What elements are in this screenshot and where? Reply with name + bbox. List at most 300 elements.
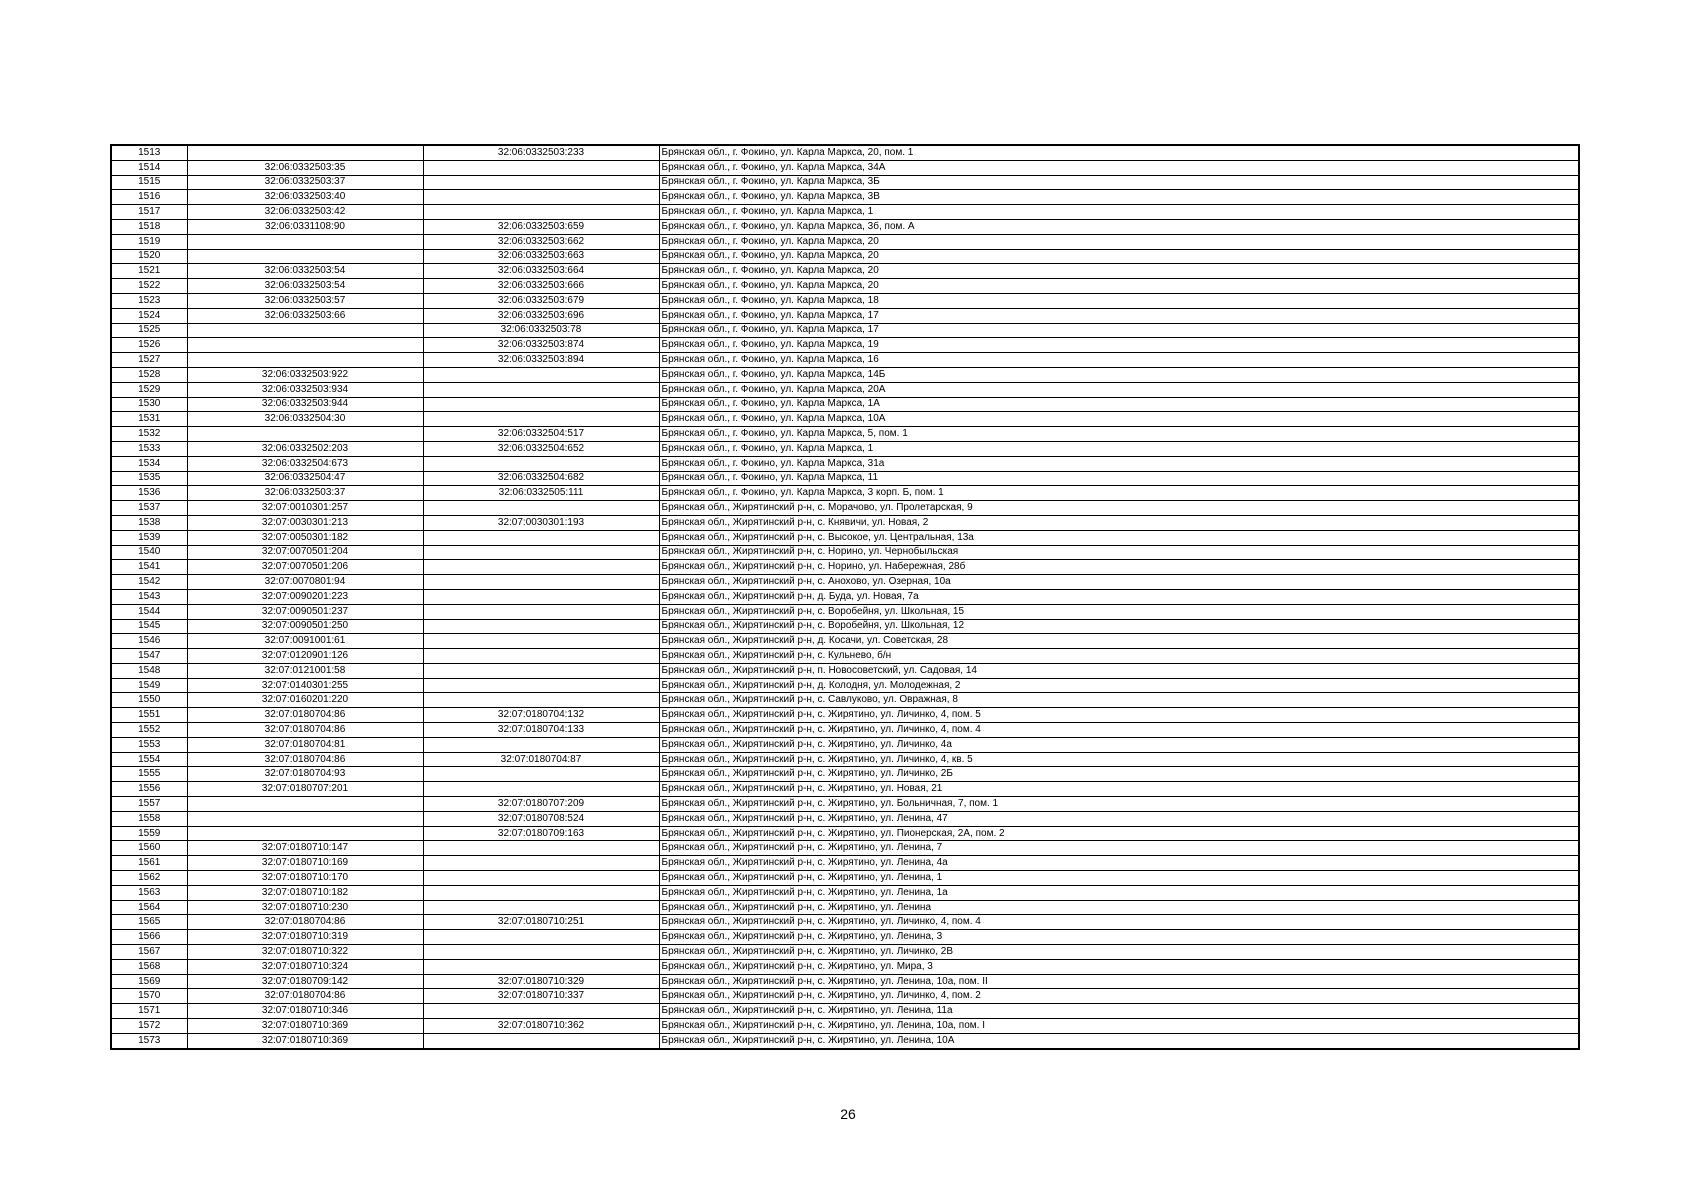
land-cadastral-number-cell: 32:07:0180710:147: [187, 841, 423, 856]
address-cell: Брянская обл., Жирятинский р-н, с. Жирятино, ул. Ленина, 1: [659, 871, 1579, 886]
land-cadastral-number-cell: 32:06:0332503:944: [187, 397, 423, 412]
object-cadastral-number-cell: 32:07:0180704:87: [423, 752, 659, 767]
object-cadastral-number-cell: 32:06:0332503:666: [423, 279, 659, 294]
table-row: [111, 575, 1579, 590]
address-cell: Брянская обл., Жирятинский р-н, с. Жирятино, ул. Ленина, 3: [659, 930, 1579, 945]
land-cadastral-number-cell: 32:06:0332503:35: [187, 160, 423, 175]
object-cadastral-number-cell: 32:06:0332503:662: [423, 234, 659, 249]
address-cell: Брянская обл., г. Фокино, ул. Карла Маркса, 20: [659, 234, 1579, 249]
row-number-cell: 1562: [111, 871, 187, 886]
address-cell: Брянская обл., Жирятинский р-н, с. Норино, ул. Набережная, 28б: [659, 560, 1579, 575]
address-cell: Брянская обл., г. Фокино, ул. Карла Маркса, 18: [659, 293, 1579, 308]
land-cadastral-number-cell: 32:06:0332503:42: [187, 205, 423, 220]
address-cell: Брянская обл., Жирятинский р-н, с. Кульнево, б/н: [659, 649, 1579, 664]
land-cadastral-number-cell: 32:07:0070501:206: [187, 560, 423, 575]
object-cadastral-number-cell: 32:07:0180707:209: [423, 797, 659, 812]
land-cadastral-number-cell: 32:07:0180710:369: [187, 1019, 423, 1034]
object-cadastral-number-cell: [423, 1033, 659, 1048]
land-cadastral-number-cell: 32:07:0010301:257: [187, 501, 423, 516]
row-number-cell: 1556: [111, 782, 187, 797]
row-number-cell: 1535: [111, 471, 187, 486]
land-cadastral-number-cell: 32:06:0332503:934: [187, 382, 423, 397]
land-cadastral-number-cell: 32:06:0332504:30: [187, 412, 423, 427]
table-row: [111, 797, 1579, 812]
object-cadastral-number-cell: [423, 160, 659, 175]
row-number-cell: 1557: [111, 797, 187, 812]
row-number-cell: 1552: [111, 723, 187, 738]
address-cell: Брянская обл., Жирятинский р-н, с. Жирятино, ул. Личинко, 2В: [659, 945, 1579, 960]
table-row: [111, 293, 1579, 308]
table-row: [111, 1019, 1579, 1034]
land-cadastral-number-cell: 32:07:0090501:250: [187, 619, 423, 634]
object-cadastral-number-cell: 32:07:0180710:337: [423, 989, 659, 1004]
object-cadastral-number-cell: [423, 693, 659, 708]
table-row: [111, 649, 1579, 664]
table-row: [111, 856, 1579, 871]
row-number-cell: 1564: [111, 900, 187, 915]
object-cadastral-number-cell: [423, 841, 659, 856]
address-cell: Брянская обл., г. Фокино, ул. Карла Маркса, 20А: [659, 382, 1579, 397]
row-number-cell: 1515: [111, 175, 187, 190]
object-cadastral-number-cell: [423, 959, 659, 974]
table-row: [111, 841, 1579, 856]
object-cadastral-number-cell: [423, 737, 659, 752]
row-number-cell: 1525: [111, 323, 187, 338]
row-number-cell: 1513: [111, 145, 187, 160]
row-number-cell: 1568: [111, 959, 187, 974]
land-cadastral-number-cell: [187, 323, 423, 338]
object-cadastral-number-cell: 32:06:0332503:233: [423, 145, 659, 160]
table-row: [111, 160, 1579, 175]
table-row: [111, 989, 1579, 1004]
table-row: [111, 634, 1579, 649]
address-cell: Брянская обл., Жирятинский р-н, с. Жирятино, ул. Личинко, 4а: [659, 737, 1579, 752]
table-row: [111, 752, 1579, 767]
page-number: 26: [840, 1106, 856, 1122]
address-cell: Брянская обл., г. Фокино, ул. Карла Маркса, 20: [659, 279, 1579, 294]
table-row: [111, 367, 1579, 382]
land-cadastral-number-cell: 32:06:0332503:37: [187, 486, 423, 501]
table-row: [111, 397, 1579, 412]
row-number-cell: 1555: [111, 767, 187, 782]
object-cadastral-number-cell: [423, 397, 659, 412]
table-row: [111, 945, 1579, 960]
land-cadastral-number-cell: 32:06:0332503:37: [187, 175, 423, 190]
object-cadastral-number-cell: [423, 530, 659, 545]
address-cell: Брянская обл., г. Фокино, ул. Карла Маркса, 1: [659, 441, 1579, 456]
table-row: [111, 782, 1579, 797]
table-row: [111, 871, 1579, 886]
address-cell: Брянская обл., Жирятинский р-н, с. Жирятино, ул. Новая, 21: [659, 782, 1579, 797]
row-number-cell: 1545: [111, 619, 187, 634]
table-row: [111, 693, 1579, 708]
land-cadastral-number-cell: 32:07:0180710:170: [187, 871, 423, 886]
table-row: [111, 175, 1579, 190]
address-cell: Брянская обл., Жирятинский р-н, с. Жирятино, ул. Личинко, 4, кв. 5: [659, 752, 1579, 767]
address-cell: Брянская обл., г. Фокино, ул. Карла Маркса, 17: [659, 308, 1579, 323]
row-number-cell: 1547: [111, 649, 187, 664]
land-cadastral-number-cell: 32:07:0180704:86: [187, 752, 423, 767]
row-number-cell: 1532: [111, 427, 187, 442]
object-cadastral-number-cell: [423, 678, 659, 693]
land-cadastral-number-cell: 32:06:0332504:47: [187, 471, 423, 486]
address-cell: Брянская обл., Жирятинский р-н, с. Воробейня, ул. Школьная, 12: [659, 619, 1579, 634]
address-cell: Брянская обл., Жирятинский р-н, с. Жирятино, ул. Больничная, 7, пом. 1: [659, 797, 1579, 812]
row-number-cell: 1565: [111, 915, 187, 930]
address-cell: Брянская обл., Жирятинский р-н, д. Колодня, ул. Молодежная, 2: [659, 678, 1579, 693]
object-cadastral-number-cell: [423, 575, 659, 590]
address-cell: Брянская обл., Жирятинский р-н, с. Княвичи, ул. Новая, 2: [659, 515, 1579, 530]
table-row: [111, 249, 1579, 264]
row-number-cell: 1542: [111, 575, 187, 590]
row-number-cell: 1549: [111, 678, 187, 693]
address-cell: Брянская обл., г. Фокино, ул. Карла Маркса, 11: [659, 471, 1579, 486]
land-cadastral-number-cell: 32:07:0180710:346: [187, 1004, 423, 1019]
object-cadastral-number-cell: 32:07:0030301:193: [423, 515, 659, 530]
object-cadastral-number-cell: [423, 367, 659, 382]
object-cadastral-number-cell: 32:06:0332503:696: [423, 308, 659, 323]
row-number-cell: 1531: [111, 412, 187, 427]
land-cadastral-number-cell: 32:07:0180710:230: [187, 900, 423, 915]
table-row: [111, 515, 1579, 530]
object-cadastral-number-cell: [423, 545, 659, 560]
address-cell: Брянская обл., г. Фокино, ул. Карла Маркса, 31а: [659, 456, 1579, 471]
object-cadastral-number-cell: 32:06:0332504:517: [423, 427, 659, 442]
table-row: [111, 190, 1579, 205]
row-number-cell: 1548: [111, 663, 187, 678]
table-body: [111, 145, 1579, 1049]
land-cadastral-number-cell: 32:07:0160201:220: [187, 693, 423, 708]
table-row: [111, 219, 1579, 234]
table-row: [111, 486, 1579, 501]
table-row: [111, 959, 1579, 974]
land-cadastral-number-cell: 32:07:0180704:93: [187, 767, 423, 782]
table-row: [111, 279, 1579, 294]
row-number-cell: 1572: [111, 1019, 187, 1034]
object-cadastral-number-cell: 32:06:0332503:659: [423, 219, 659, 234]
land-cadastral-number-cell: 32:07:0180710:169: [187, 856, 423, 871]
address-cell: Брянская обл., Жирятинский р-н, с. Савлуково, ул. Овражная, 8: [659, 693, 1579, 708]
address-cell: Брянская обл., Жирятинский р-н, с. Жирятино, ул. Ленина, 10а, пом. I: [659, 1019, 1579, 1034]
table-row: [111, 604, 1579, 619]
address-cell: Брянская обл., г. Фокино, ул. Карла Маркса, 1: [659, 205, 1579, 220]
table-row: [111, 353, 1579, 368]
row-number-cell: 1529: [111, 382, 187, 397]
table-row: [111, 501, 1579, 516]
address-cell: Брянская обл., Жирятинский р-н, с. Жирятино, ул. Личинко, 4, пом. 2: [659, 989, 1579, 1004]
table-row: [111, 323, 1579, 338]
address-cell: Брянская обл., Жирятинский р-н, с. Высокое, ул. Центральная, 13а: [659, 530, 1579, 545]
table-row: [111, 885, 1579, 900]
object-cadastral-number-cell: 32:07:0180708:524: [423, 811, 659, 826]
address-cell: Брянская обл., г. Фокино, ул. Карла Маркса, 3б, пом. А: [659, 219, 1579, 234]
object-cadastral-number-cell: 32:06:0332503:664: [423, 264, 659, 279]
object-cadastral-number-cell: [423, 856, 659, 871]
land-cadastral-number-cell: 32:07:0050301:182: [187, 530, 423, 545]
row-number-cell: 1551: [111, 708, 187, 723]
address-cell: Брянская обл., г. Фокино, ул. Карла Маркса, 20: [659, 264, 1579, 279]
table-row: [111, 811, 1579, 826]
row-number-cell: 1527: [111, 353, 187, 368]
row-number-cell: 1522: [111, 279, 187, 294]
row-number-cell: 1534: [111, 456, 187, 471]
address-cell: Брянская обл., г. Фокино, ул. Карла Маркса, 5, пом. 1: [659, 427, 1579, 442]
object-cadastral-number-cell: [423, 649, 659, 664]
address-cell: Брянская обл., г. Фокино, ул. Карла Маркса, 20: [659, 249, 1579, 264]
object-cadastral-number-cell: [423, 782, 659, 797]
object-cadastral-number-cell: [423, 871, 659, 886]
table-row: [111, 205, 1579, 220]
row-number-cell: 1546: [111, 634, 187, 649]
row-number-cell: 1567: [111, 945, 187, 960]
row-number-cell: 1554: [111, 752, 187, 767]
row-number-cell: 1518: [111, 219, 187, 234]
object-cadastral-number-cell: [423, 175, 659, 190]
land-cadastral-number-cell: [187, 797, 423, 812]
object-cadastral-number-cell: 32:06:0332504:652: [423, 441, 659, 456]
land-cadastral-number-cell: [187, 234, 423, 249]
address-cell: Брянская обл., г. Фокино, ул. Карла Маркса, 14Б: [659, 367, 1579, 382]
address-cell: Брянская обл., Жирятинский р-н, д. Буда, ул. Новая, 7а: [659, 589, 1579, 604]
address-cell: Брянская обл., Жирятинский р-н, с. Жирятино, ул. Ленина: [659, 900, 1579, 915]
land-cadastral-number-cell: [187, 338, 423, 353]
row-number-cell: 1553: [111, 737, 187, 752]
address-cell: Брянская обл., г. Фокино, ул. Карла Маркса, 3 корп. Б, пом. 1: [659, 486, 1579, 501]
row-number-cell: 1558: [111, 811, 187, 826]
address-cell: Брянская обл., г. Фокино, ул. Карла Маркса, 17: [659, 323, 1579, 338]
address-cell: Брянская обл., Жирятинский р-н, д. Косачи, ул. Советская, 28: [659, 634, 1579, 649]
table-row: [111, 826, 1579, 841]
address-cell: Брянская обл., Жирятинский р-н, с. Жирятино, ул. Ленина, 1а: [659, 885, 1579, 900]
table-row: [111, 441, 1579, 456]
object-cadastral-number-cell: 32:06:0332503:874: [423, 338, 659, 353]
row-number-cell: 1526: [111, 338, 187, 353]
land-cadastral-number-cell: 32:06:0332502:203: [187, 441, 423, 456]
table-row: [111, 767, 1579, 782]
row-number-cell: 1536: [111, 486, 187, 501]
table-row: [111, 382, 1579, 397]
land-cadastral-number-cell: 32:07:0180709:142: [187, 974, 423, 989]
address-cell: Брянская обл., Жирятинский р-н, с. Анохово, ул. Озерная, 10а: [659, 575, 1579, 590]
land-cadastral-number-cell: 32:07:0180710:369: [187, 1033, 423, 1048]
object-cadastral-number-cell: 32:06:0332503:78: [423, 323, 659, 338]
table-row: [111, 145, 1579, 160]
address-cell: Брянская обл., Жирятинский р-н, с. Жирятино, ул. Ленина, 4а: [659, 856, 1579, 871]
object-cadastral-number-cell: 32:07:0180710:251: [423, 915, 659, 930]
land-cadastral-number-cell: 32:07:0180704:86: [187, 723, 423, 738]
object-cadastral-number-cell: 32:06:0332504:682: [423, 471, 659, 486]
object-cadastral-number-cell: [423, 663, 659, 678]
row-number-cell: 1520: [111, 249, 187, 264]
object-cadastral-number-cell: [423, 190, 659, 205]
object-cadastral-number-cell: 32:06:0332503:679: [423, 293, 659, 308]
row-number-cell: 1550: [111, 693, 187, 708]
row-number-cell: 1571: [111, 1004, 187, 1019]
row-number-cell: 1560: [111, 841, 187, 856]
table-row: [111, 545, 1579, 560]
table-row: [111, 678, 1579, 693]
address-cell: Брянская обл., г. Фокино, ул. Карла Маркса, 34А: [659, 160, 1579, 175]
object-cadastral-number-cell: [423, 885, 659, 900]
object-cadastral-number-cell: [423, 501, 659, 516]
row-number-cell: 1537: [111, 501, 187, 516]
object-cadastral-number-cell: [423, 589, 659, 604]
table-row: [111, 900, 1579, 915]
address-cell: Брянская обл., Жирятинский р-н, с. Жирятино, ул. Мира, 3: [659, 959, 1579, 974]
object-cadastral-number-cell: [423, 604, 659, 619]
land-cadastral-number-cell: 32:06:0331108:90: [187, 219, 423, 234]
address-cell: Брянская обл., Жирятинский р-н, с. Жирятино, ул. Ленина, 7: [659, 841, 1579, 856]
row-number-cell: 1561: [111, 856, 187, 871]
land-cadastral-number-cell: 32:07:0140301:255: [187, 678, 423, 693]
land-cadastral-number-cell: 32:07:0180704:86: [187, 989, 423, 1004]
address-cell: Брянская обл., г. Фокино, ул. Карла Маркса, 10А: [659, 412, 1579, 427]
row-number-cell: 1538: [111, 515, 187, 530]
table-row: [111, 737, 1579, 752]
address-cell: Брянская обл., Жирятинский р-н, с. Жирятино, ул. Ленина, 10а, пом. II: [659, 974, 1579, 989]
land-cadastral-number-cell: 32:07:0090201:223: [187, 589, 423, 604]
object-cadastral-number-cell: 32:06:0332503:894: [423, 353, 659, 368]
object-cadastral-number-cell: 32:07:0180710:329: [423, 974, 659, 989]
table-row: [111, 930, 1579, 945]
address-cell: Брянская обл., г. Фокино, ул. Карла Маркса, 3В: [659, 190, 1579, 205]
address-cell: Брянская обл., Жирятинский р-н, п. Новосоветский, ул. Садовая, 14: [659, 663, 1579, 678]
row-number-cell: 1517: [111, 205, 187, 220]
row-number-cell: 1530: [111, 397, 187, 412]
address-cell: Брянская обл., Жирятинский р-н, с. Жирятино, ул. Пионерская, 2А, пом. 2: [659, 826, 1579, 841]
land-cadastral-number-cell: 32:07:0180704:86: [187, 915, 423, 930]
land-cadastral-number-cell: 32:07:0070501:204: [187, 545, 423, 560]
table-row: [111, 974, 1579, 989]
object-cadastral-number-cell: [423, 634, 659, 649]
land-cadastral-number-cell: 32:07:0091001:61: [187, 634, 423, 649]
land-cadastral-number-cell: 32:07:0180704:86: [187, 708, 423, 723]
object-cadastral-number-cell: 32:07:0180710:362: [423, 1019, 659, 1034]
table-row: [111, 915, 1579, 930]
table-row: [111, 708, 1579, 723]
object-cadastral-number-cell: [423, 767, 659, 782]
row-number-cell: 1544: [111, 604, 187, 619]
row-number-cell: 1541: [111, 560, 187, 575]
row-number-cell: 1514: [111, 160, 187, 175]
land-cadastral-number-cell: 32:07:0090501:237: [187, 604, 423, 619]
land-cadastral-number-cell: 32:07:0180710:182: [187, 885, 423, 900]
table-row: [111, 530, 1579, 545]
land-cadastral-number-cell: 32:06:0332503:40: [187, 190, 423, 205]
object-cadastral-number-cell: [423, 945, 659, 960]
land-cadastral-number-cell: 32:07:0030301:213: [187, 515, 423, 530]
row-number-cell: 1539: [111, 530, 187, 545]
object-cadastral-number-cell: [423, 456, 659, 471]
land-cadastral-number-cell: 32:06:0332503:66: [187, 308, 423, 323]
row-number-cell: 1543: [111, 589, 187, 604]
row-number-cell: 1566: [111, 930, 187, 945]
address-cell: Брянская обл., Жирятинский р-н, с. Жирятино, ул. Личинко, 4, пом. 5: [659, 708, 1579, 723]
row-number-cell: 1524: [111, 308, 187, 323]
object-cadastral-number-cell: [423, 412, 659, 427]
table-row: [111, 560, 1579, 575]
address-cell: Брянская обл., г. Фокино, ул. Карла Маркса, 16: [659, 353, 1579, 368]
land-cadastral-number-cell: 32:07:0180710:324: [187, 959, 423, 974]
address-cell: Брянская обл., г. Фокино, ул. Карла Маркса, 19: [659, 338, 1579, 353]
address-cell: Брянская обл., Жирятинский р-н, с. Воробейня, ул. Школьная, 15: [659, 604, 1579, 619]
row-number-cell: 1569: [111, 974, 187, 989]
address-cell: Брянская обл., Жирятинский р-н, с. Жирятино, ул. Личинко, 4, пом. 4: [659, 915, 1579, 930]
address-cell: Брянская обл., Жирятинский р-н, с. Жирятино, ул. Личинко, 2Б: [659, 767, 1579, 782]
object-cadastral-number-cell: [423, 560, 659, 575]
row-number-cell: 1528: [111, 367, 187, 382]
object-cadastral-number-cell: 32:06:0332505:111: [423, 486, 659, 501]
table-row: [111, 1004, 1579, 1019]
address-cell: Брянская обл., г. Фокино, ул. Карла Маркса, 3Б: [659, 175, 1579, 190]
table-row: [111, 456, 1579, 471]
row-number-cell: 1540: [111, 545, 187, 560]
land-cadastral-number-cell: [187, 826, 423, 841]
object-cadastral-number-cell: [423, 619, 659, 634]
row-number-cell: 1559: [111, 826, 187, 841]
address-cell: Брянская обл., г. Фокино, ул. Карла Маркса, 20, пом. 1: [659, 145, 1579, 160]
object-cadastral-number-cell: 32:06:0332503:663: [423, 249, 659, 264]
land-cadastral-number-cell: 32:07:0180710:319: [187, 930, 423, 945]
object-cadastral-number-cell: [423, 930, 659, 945]
address-cell: Брянская обл., Жирятинский р-н, с. Жирятино, ул. Ленина, 47: [659, 811, 1579, 826]
land-cadastral-number-cell: [187, 811, 423, 826]
row-number-cell: 1516: [111, 190, 187, 205]
land-cadastral-number-cell: 32:06:0332503:922: [187, 367, 423, 382]
row-number-cell: 1573: [111, 1033, 187, 1048]
address-cell: Брянская обл., Жирятинский р-н, с. Морачово, ул. Пролетарская, 9: [659, 501, 1579, 516]
land-cadastral-number-cell: 32:06:0332503:57: [187, 293, 423, 308]
land-cadastral-number-cell: 32:07:0180710:322: [187, 945, 423, 960]
land-cadastral-number-cell: 32:07:0121001:58: [187, 663, 423, 678]
table-row: [111, 589, 1579, 604]
row-number-cell: 1521: [111, 264, 187, 279]
land-cadastral-number-cell: 32:06:0332504:673: [187, 456, 423, 471]
table-row: [111, 338, 1579, 353]
object-cadastral-number-cell: [423, 205, 659, 220]
object-cadastral-number-cell: [423, 382, 659, 397]
address-cell: Брянская обл., Жирятинский р-н, с. Жирятино, ул. Ленина, 10А: [659, 1033, 1579, 1048]
object-cadastral-number-cell: 32:07:0180709:163: [423, 826, 659, 841]
object-cadastral-number-cell: [423, 900, 659, 915]
land-cadastral-number-cell: 32:06:0332503:54: [187, 264, 423, 279]
land-cadastral-number-cell: [187, 145, 423, 160]
table-row: [111, 723, 1579, 738]
land-cadastral-number-cell: [187, 427, 423, 442]
object-cadastral-number-cell: 32:07:0180704:133: [423, 723, 659, 738]
property-registry-table: [110, 144, 1580, 1050]
table-row: [111, 1033, 1579, 1048]
row-number-cell: 1563: [111, 885, 187, 900]
object-cadastral-number-cell: [423, 1004, 659, 1019]
table-row: [111, 427, 1579, 442]
land-cadastral-number-cell: [187, 353, 423, 368]
table-row: [111, 412, 1579, 427]
address-cell: Брянская обл., Жирятинский р-н, с. Норино, ул. Чернобыльская: [659, 545, 1579, 560]
table-row: [111, 264, 1579, 279]
land-cadastral-number-cell: [187, 249, 423, 264]
land-cadastral-number-cell: 32:07:0180704:81: [187, 737, 423, 752]
land-cadastral-number-cell: 32:07:0070801:94: [187, 575, 423, 590]
table-row: [111, 308, 1579, 323]
land-cadastral-number-cell: 32:07:0120901:126: [187, 649, 423, 664]
row-number-cell: 1570: [111, 989, 187, 1004]
row-number-cell: 1519: [111, 234, 187, 249]
table-row: [111, 663, 1579, 678]
row-number-cell: 1533: [111, 441, 187, 456]
land-cadastral-number-cell: 32:06:0332503:54: [187, 279, 423, 294]
table-row: [111, 234, 1579, 249]
